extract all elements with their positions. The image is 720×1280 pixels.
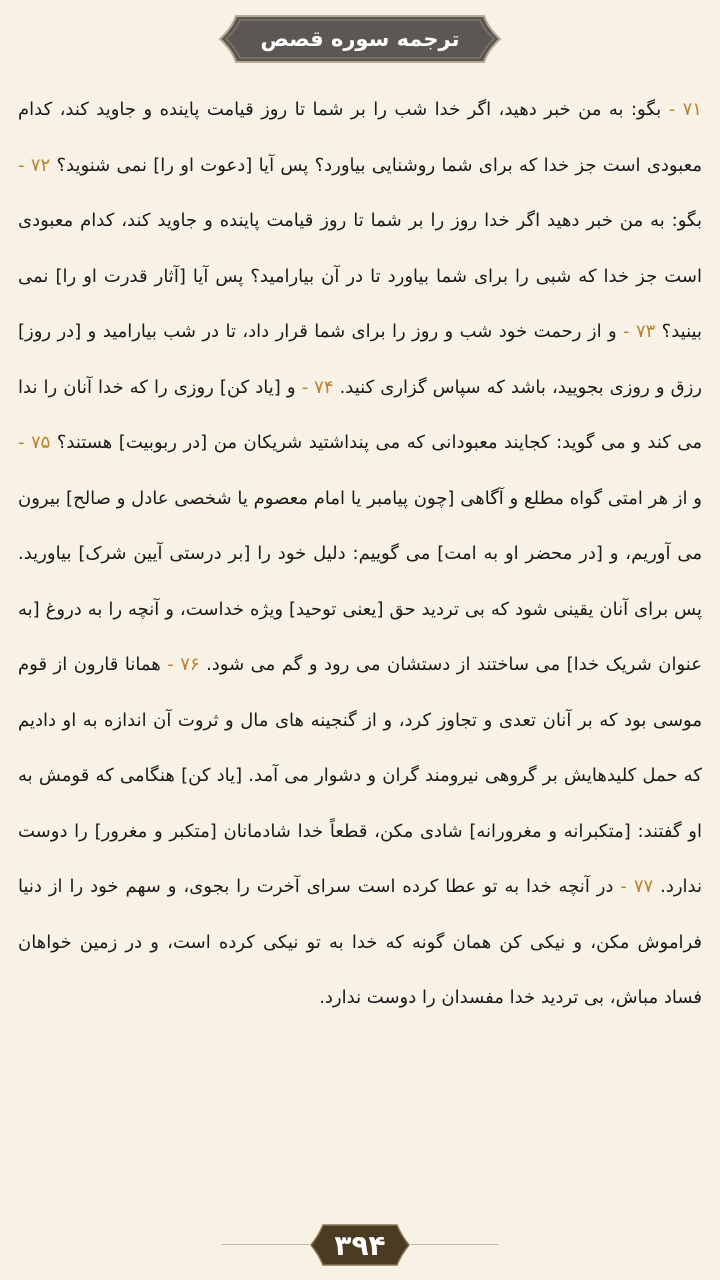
verse-text: در آنچه خدا به تو عطا کرده است سرای آخرت را بجوی، و سهم خود را از دنیا فراموش مکن، و نیکی کن همان گونه که خدا به تو نیکی کرده است، و در زمین خواهان فساد مباش، بی تردید خدا مفسدان را دوست ندارد.: [18, 876, 702, 1008]
verse-number: ۷۱: [682, 99, 702, 120]
verse-text: و از هر امتی گواه مطلع و آگاهی [چون پیامبر یا امام معصوم یا شخصی عادل و صالح] بیرون می آوریم، و [در محضر او به امت] می گوییم: دلیل خود را [بر درستی آیین شرک] بیاورید. پس برای آنان یقینی شود که بی تردید حق [یعنی توحید] ویژه خداست، و آنچه را به دروغ [به عنوان شریک خدا] می ساختند از دستشان می رود و گم می شود.: [18, 487, 702, 675]
verse-number: ۷۵: [31, 432, 51, 453]
verse-number: ۷۶: [180, 654, 200, 675]
translation-body: ۷۱ - بگو: به من خبر دهید، اگر خدا شب را بر شما تا روز قیامت پاینده و جاوید کند، کدام معبودی است جز خدا که برای شما روشنایی بیاورد؟ پس آیا [دعوت او را] نمی شنوید؟ ۷۲ - بگو: به من خبر دهید اگر خدا روز را بر شما تا روز قیامت پاینده و جاوید کند، کدام معبودی است جز خدا که شبی را برای شما بیاورد تا در آن بیارامید؟ پس آیا [آثار قدرت او را] نمی بینید؟ ۷۳ - و از رحمت خود شب و روز را برای شما قرار داد، تا در شب بیارامید و [در روز] رزق و روزی بجویید، باشد که سپاس گزاری کنید. ۷۴ - و [یاد کن] روزی را که خدا آنان را ندا می کند و می گوید: کجایند معبودانی که می پنداشتید شریکان من [در ربوبیت] هستند؟ ۷۵ - و از هر امتی گواه مطلع و آگاهی [چون پیامبر یا امام معصوم یا شخصی عادل و صالح] بیرون می آوریم، و [در محضر او به امت] می گوییم: دلیل خود را [بر درستی آیین شرک] بیاورید. پس برای آنان یقینی شود که بی تردید حق [یعنی توحید] ویژه خداست، و آنچه را به دروغ [به عنوان شریک خدا] می ساختند از دستشان می رود و گم می شود. ۷۶ - همانا قارون از قوم موسی بود که بر آنان تعدی و تجاوز کرد، و از گنجینه های مال و ثروت آن اندازه به او دادیم که حمل کلیدهایش بر گروهی نیرومند گران و دشوار می آمد. [یاد کن] هنگامی که قومش به او گفتند: [متکبرانه و مغرورانه] شادی مکن، قطعاً خدا شادمانان [متکبر و مغرور] را دوست ندارد. ۷۷ - در آنچه خدا به تو عطا کرده است سرای آخرت را بجوی، و سهم خود را از دنیا فراموش مکن، و نیکی کن همان گونه که خدا به تو نیکی کرده است، و در زمین خواهان فساد مباش، بی تردید خدا مفسدان را دوست ندارد.: [18, 99, 702, 1008]
verse-text: بگو: به من خبر دهید، اگر خدا شب را بر شما تا روز قیامت پاینده و جاوید کند، کدام معبودی است جز خدا که برای شما روشنایی بیاورد؟ پس آیا [دعوت او را] نمی شنوید؟: [18, 99, 702, 176]
verse-number: ۷۷: [633, 876, 654, 897]
verse-text: و [یاد کن] روزی را که خدا آنان را ندا می کند و می گوید: کجایند معبودانی که می پنداشتید شریکان من [در ربوبیت] هستند؟: [18, 376, 702, 453]
verse-number: ۷۴: [314, 376, 334, 398]
title-banner: [0, 14, 720, 64]
page-number: ۳۹۴: [334, 1228, 386, 1262]
verse-number: ۷۳: [635, 321, 656, 342]
footer-divider-right: [411, 1244, 498, 1245]
verse-text: همانا قارون از قوم موسی بود که بر آنان تعدی و تجاوز کرد، و از گنجینه های مال و ثروت آن اندازه به او دادیم که حمل کلیدهایش بر گروهی نیرومند گران و دشوار می آمد. [یاد کن] هنگامی که قومش به او گفتند: [متکبرانه و مغرورانه] شادی مکن، قطعاً خدا شادمانان [متکبر و مغرور] را دوست ندارد.: [18, 654, 702, 897]
footer-divider-left: [222, 1244, 309, 1245]
page-title: ترجمه سوره قصص: [260, 27, 460, 51]
verse-number: ۷۲: [30, 154, 51, 176]
verse-text: بگو: به من خبر دهید اگر خدا روز را بر شما تا روز قیامت پاینده و جاوید کند، کدام معبودی است جز خدا که شبی را برای شما بیاورد تا در آن بیارامید؟ پس آیا [آثار قدرت او را] نمی بینید؟: [18, 210, 702, 342]
verse-text: و از رحمت خود شب و روز را برای شما قرار داد، تا در شب بیارامید و [در روز] رزق و روزی بجویید، باشد که سپاس گزاری کنید.: [18, 321, 702, 398]
